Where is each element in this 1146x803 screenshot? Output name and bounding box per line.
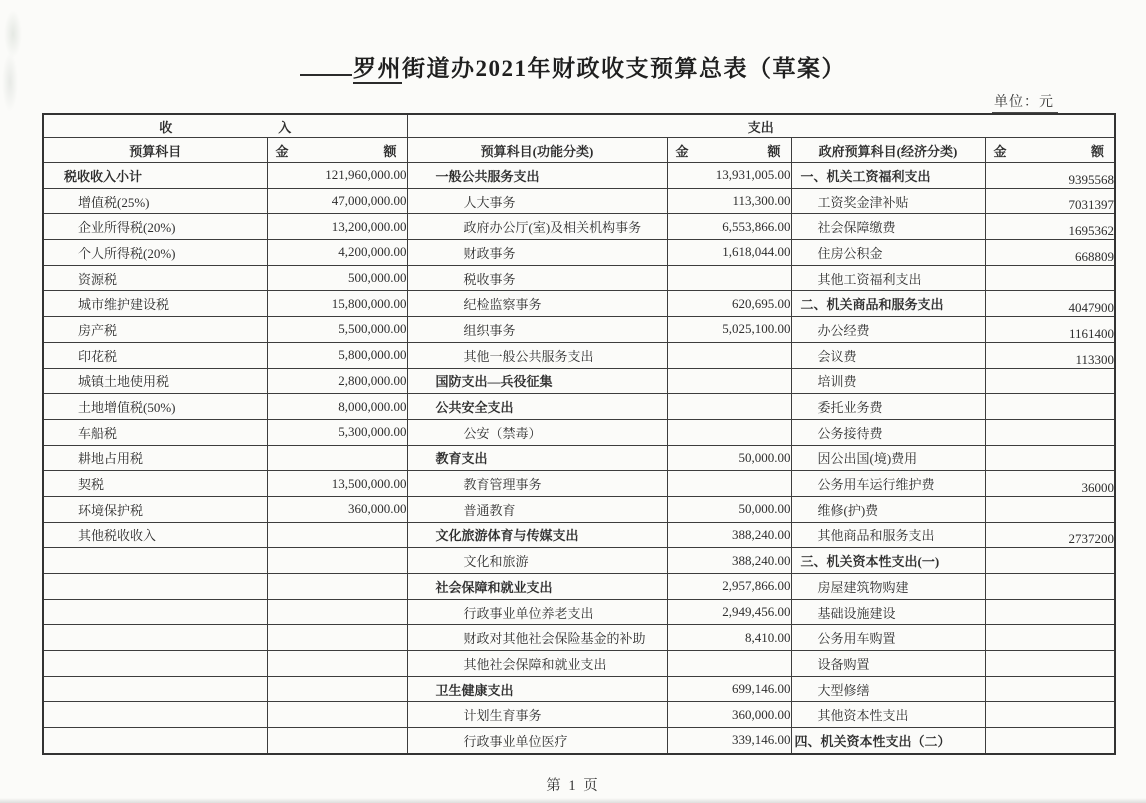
func-subject-cell: 行政事业单位医疗 xyxy=(407,728,667,754)
func-amount-cell: 50,000.00 xyxy=(667,445,791,471)
econ-amount-cell: 668809 xyxy=(985,240,1115,266)
econ-amount-cell xyxy=(985,265,1115,291)
func-amount-cell: 360,000.00 xyxy=(667,702,791,728)
econ-subject-cell: 基础设施建设 xyxy=(791,599,985,625)
income-amount-cell xyxy=(267,522,407,548)
title-underlined-text: 罗州 xyxy=(353,56,402,84)
func-amount-cell: 13,931,005.00 xyxy=(667,163,791,189)
func-subject-cell: 一般公共服务支出 xyxy=(407,163,667,189)
income-subject-cell xyxy=(43,651,267,677)
income-subject-cell xyxy=(43,548,267,574)
income-subject-cell: 车船税 xyxy=(43,419,267,445)
income-header-char: 收 xyxy=(159,119,173,135)
econ-subject-cell: 委托业务费 xyxy=(791,394,985,420)
income-amount-cell: 5,500,000.00 xyxy=(267,317,407,343)
econ-subject-cell: 设备购置 xyxy=(791,651,985,677)
table-row xyxy=(43,163,1115,189)
income-subject-cell: 城市维护建设税 xyxy=(43,291,267,317)
func-subject-cell: 文化旅游体育与传媒支出 xyxy=(407,522,667,548)
econ-amount-cell xyxy=(985,702,1115,728)
econ-subject-cell: 三、机关资本性支出(一) xyxy=(791,548,985,574)
econ-amount-cell xyxy=(985,728,1115,754)
func-amount-cell: 2,957,866.00 xyxy=(667,574,791,600)
table-row xyxy=(43,471,1115,497)
income-subject-cell: 土地增值税(50%) xyxy=(43,394,267,420)
income-amount-cell xyxy=(267,651,407,677)
econ-amount-cell: 9395568 xyxy=(985,163,1115,189)
func-amount-cell xyxy=(667,471,791,497)
func-subject-cell: 政府办公厅(室)及相关机构事务 xyxy=(407,214,667,240)
econ-amount-cell: 2737200 xyxy=(985,522,1115,548)
func-amount-cell: 388,240.00 xyxy=(667,522,791,548)
amount-header-char: 额 xyxy=(1091,143,1105,159)
income-group-header xyxy=(43,114,407,138)
econ-subject-cell: 四、机关资本性支出（二） xyxy=(791,728,985,754)
income-header-char: 入 xyxy=(278,119,292,135)
func-amount-cell: 388,240.00 xyxy=(667,548,791,574)
income-amount-cell: 4,200,000.00 xyxy=(267,240,407,266)
income-amount-cell: 13,500,000.00 xyxy=(267,471,407,497)
func-subject-cell: 公共安全支出 xyxy=(407,394,667,420)
func-subject-cell: 国防支出—兵役征集 xyxy=(407,368,667,394)
income-subject-cell: 城镇土地使用税 xyxy=(43,368,267,394)
income-subject-cell xyxy=(43,676,267,702)
amount-header-char: 金 xyxy=(993,143,1007,159)
income-amount-cell xyxy=(267,625,407,651)
func-subject-cell: 行政事业单位养老支出 xyxy=(407,599,667,625)
income-amount-cell: 8,000,000.00 xyxy=(267,394,407,420)
table-row xyxy=(43,188,1115,214)
econ-amount-cell xyxy=(985,394,1115,420)
table-row xyxy=(43,702,1115,728)
econ-subject-cell: 二、机关商品和服务支出 xyxy=(791,291,985,317)
func-subject-header: 预算科目(功能分类) xyxy=(407,138,667,163)
income-amount-cell: 13,200,000.00 xyxy=(267,214,407,240)
econ-subject-cell: 公务用车购置 xyxy=(791,625,985,651)
func-subject-cell: 其他社会保障和就业支出 xyxy=(407,651,667,677)
income-subject-cell: 印花税 xyxy=(43,342,267,368)
income-amount-cell xyxy=(267,676,407,702)
func-subject-cell: 财政事务 xyxy=(407,240,667,266)
func-subject-cell: 计划生育事务 xyxy=(407,702,667,728)
amount-header-char: 金 xyxy=(275,143,289,159)
table-row xyxy=(43,368,1115,394)
econ-amount-cell: 7031397 xyxy=(985,188,1115,214)
econ-amount-cell xyxy=(985,599,1115,625)
econ-subject-cell: 维修(护)费 xyxy=(791,496,985,522)
table-row xyxy=(43,342,1115,368)
econ-subject-cell: 会议费 xyxy=(791,342,985,368)
func-amount-cell: 699,146.00 xyxy=(667,676,791,702)
table-column-header-row xyxy=(43,138,1115,163)
table-row xyxy=(43,265,1115,291)
scan-edge-shadow xyxy=(0,798,1146,803)
econ-amount-header xyxy=(985,138,1115,163)
amount-header-char: 额 xyxy=(767,143,781,159)
econ-subject-cell: 一、机关工资福利支出 xyxy=(791,163,985,189)
income-subject-cell: 增值税(25%) xyxy=(43,188,267,214)
table-row xyxy=(43,317,1115,343)
table-row xyxy=(43,445,1115,471)
page-title xyxy=(0,50,1146,83)
econ-subject-header: 政府预算科目(经济分类) xyxy=(791,138,985,163)
func-amount-cell: 8,410.00 xyxy=(667,625,791,651)
income-amount-header xyxy=(267,138,407,163)
amount-header-char: 金 xyxy=(675,143,689,159)
func-amount-cell: 113,300.00 xyxy=(667,188,791,214)
income-amount-cell xyxy=(267,599,407,625)
func-amount-cell xyxy=(667,394,791,420)
expense-group-header: 支出 xyxy=(407,114,1115,138)
income-subject-cell: 房产税 xyxy=(43,317,267,343)
func-subject-cell: 文化和旅游 xyxy=(407,548,667,574)
unit-label: 单位：元 xyxy=(992,91,1058,113)
table-row xyxy=(43,214,1115,240)
func-amount-cell: 339,146.00 xyxy=(667,728,791,754)
table-body xyxy=(43,163,1115,754)
income-amount-cell: 5,300,000.00 xyxy=(267,419,407,445)
income-subject-cell: 其他税收收入 xyxy=(43,522,267,548)
income-amount-cell: 360,000.00 xyxy=(267,496,407,522)
income-amount-cell: 5,800,000.00 xyxy=(267,342,407,368)
income-subject-cell xyxy=(43,574,267,600)
income-subject-cell: 耕地占用税 xyxy=(43,445,267,471)
table-row xyxy=(43,419,1115,445)
econ-amount-cell xyxy=(985,368,1115,394)
econ-subject-cell: 培训费 xyxy=(791,368,985,394)
table-group-header-row xyxy=(43,114,1115,138)
income-subject-cell: 契税 xyxy=(43,471,267,497)
table-row xyxy=(43,651,1115,677)
econ-subject-cell: 工资奖金津补贴 xyxy=(791,188,985,214)
income-amount-cell xyxy=(267,445,407,471)
econ-subject-cell: 其他工资福利支出 xyxy=(791,265,985,291)
econ-subject-cell: 住房公积金 xyxy=(791,240,985,266)
econ-subject-cell: 其他资本性支出 xyxy=(791,702,985,728)
table-row xyxy=(43,574,1115,600)
func-amount-cell: 1,618,044.00 xyxy=(667,240,791,266)
func-subject-cell: 公安（禁毒） xyxy=(407,419,667,445)
income-subject-cell xyxy=(43,625,267,651)
income-amount-cell: 47,000,000.00 xyxy=(267,188,407,214)
table-row xyxy=(43,240,1115,266)
func-amount-cell xyxy=(667,419,791,445)
econ-subject-cell: 社会保障缴费 xyxy=(791,214,985,240)
func-subject-cell: 普通教育 xyxy=(407,496,667,522)
func-subject-cell: 教育支出 xyxy=(407,445,667,471)
income-subject-cell: 税收收入小计 xyxy=(43,163,267,189)
econ-subject-cell: 大型修缮 xyxy=(791,676,985,702)
func-subject-cell: 人大事务 xyxy=(407,188,667,214)
func-amount-cell xyxy=(667,368,791,394)
income-amount-cell xyxy=(267,702,407,728)
func-amount-cell xyxy=(667,651,791,677)
econ-amount-cell: 1695362 xyxy=(985,214,1115,240)
income-amount-cell xyxy=(267,548,407,574)
income-subject-cell xyxy=(43,702,267,728)
income-amount-cell xyxy=(267,728,407,754)
func-amount-cell: 2,949,456.00 xyxy=(667,599,791,625)
income-amount-cell xyxy=(267,574,407,600)
econ-subject-cell: 房屋建筑物购建 xyxy=(791,574,985,600)
econ-amount-cell: 36000 xyxy=(985,471,1115,497)
budget-table xyxy=(42,113,1116,755)
income-amount-cell: 500,000.00 xyxy=(267,265,407,291)
func-subject-cell: 卫生健康支出 xyxy=(407,676,667,702)
income-amount-cell: 121,960,000.00 xyxy=(267,163,407,189)
econ-subject-cell: 公务用车运行维护费 xyxy=(791,471,985,497)
econ-subject-cell: 其他商品和服务支出 xyxy=(791,522,985,548)
income-subject-cell xyxy=(43,599,267,625)
func-amount-cell xyxy=(667,342,791,368)
income-subject-cell: 资源税 xyxy=(43,265,267,291)
func-subject-cell: 教育管理事务 xyxy=(407,471,667,497)
income-amount-cell: 15,800,000.00 xyxy=(267,291,407,317)
econ-amount-cell xyxy=(985,445,1115,471)
income-subject-cell: 环境保护税 xyxy=(43,496,267,522)
amount-header-char: 额 xyxy=(383,143,397,159)
income-subject-cell: 个人所得税(20%) xyxy=(43,240,267,266)
table-row xyxy=(43,522,1115,548)
table-row xyxy=(43,291,1115,317)
table-row xyxy=(43,394,1115,420)
func-amount-cell xyxy=(667,265,791,291)
econ-amount-cell: 1161400 xyxy=(985,317,1115,343)
table-row xyxy=(43,625,1115,651)
econ-amount-cell xyxy=(985,548,1115,574)
econ-amount-cell xyxy=(985,496,1115,522)
table-row xyxy=(43,548,1115,574)
table-row xyxy=(43,599,1115,625)
income-amount-cell: 2,800,000.00 xyxy=(267,368,407,394)
econ-amount-cell xyxy=(985,676,1115,702)
table-row xyxy=(43,728,1115,754)
func-amount-header xyxy=(667,138,791,163)
func-subject-cell: 财政对其他社会保险基金的补助 xyxy=(407,625,667,651)
table-row xyxy=(43,496,1115,522)
table-row xyxy=(43,676,1115,702)
func-subject-cell: 组织事务 xyxy=(407,317,667,343)
econ-subject-cell: 因公出国(境)费用 xyxy=(791,445,985,471)
func-subject-cell: 其他一般公共服务支出 xyxy=(407,342,667,368)
econ-amount-cell xyxy=(985,419,1115,445)
title-underline-blank xyxy=(300,60,352,76)
func-subject-cell: 税收事务 xyxy=(407,265,667,291)
econ-amount-cell: 4047900 xyxy=(985,291,1115,317)
income-subject-cell: 企业所得税(20%) xyxy=(43,214,267,240)
income-subject-header: 预算科目 xyxy=(43,138,267,163)
econ-amount-cell xyxy=(985,574,1115,600)
econ-amount-cell: 113300 xyxy=(985,342,1115,368)
econ-subject-cell: 公务接待费 xyxy=(791,419,985,445)
econ-amount-cell xyxy=(985,651,1115,677)
func-amount-cell: 5,025,100.00 xyxy=(667,317,791,343)
page-number: 第 1 页 xyxy=(546,778,600,794)
func-subject-cell: 纪检监察事务 xyxy=(407,291,667,317)
func-amount-cell: 6,553,866.00 xyxy=(667,214,791,240)
func-amount-cell: 620,695.00 xyxy=(667,291,791,317)
income-subject-cell xyxy=(43,728,267,754)
title-text: 街道办2021年财政收支预算总表（草案） xyxy=(402,56,846,81)
econ-amount-cell xyxy=(985,625,1115,651)
func-amount-cell: 50,000.00 xyxy=(667,496,791,522)
econ-subject-cell: 办公经费 xyxy=(791,317,985,343)
func-subject-cell: 社会保障和就业支出 xyxy=(407,574,667,600)
